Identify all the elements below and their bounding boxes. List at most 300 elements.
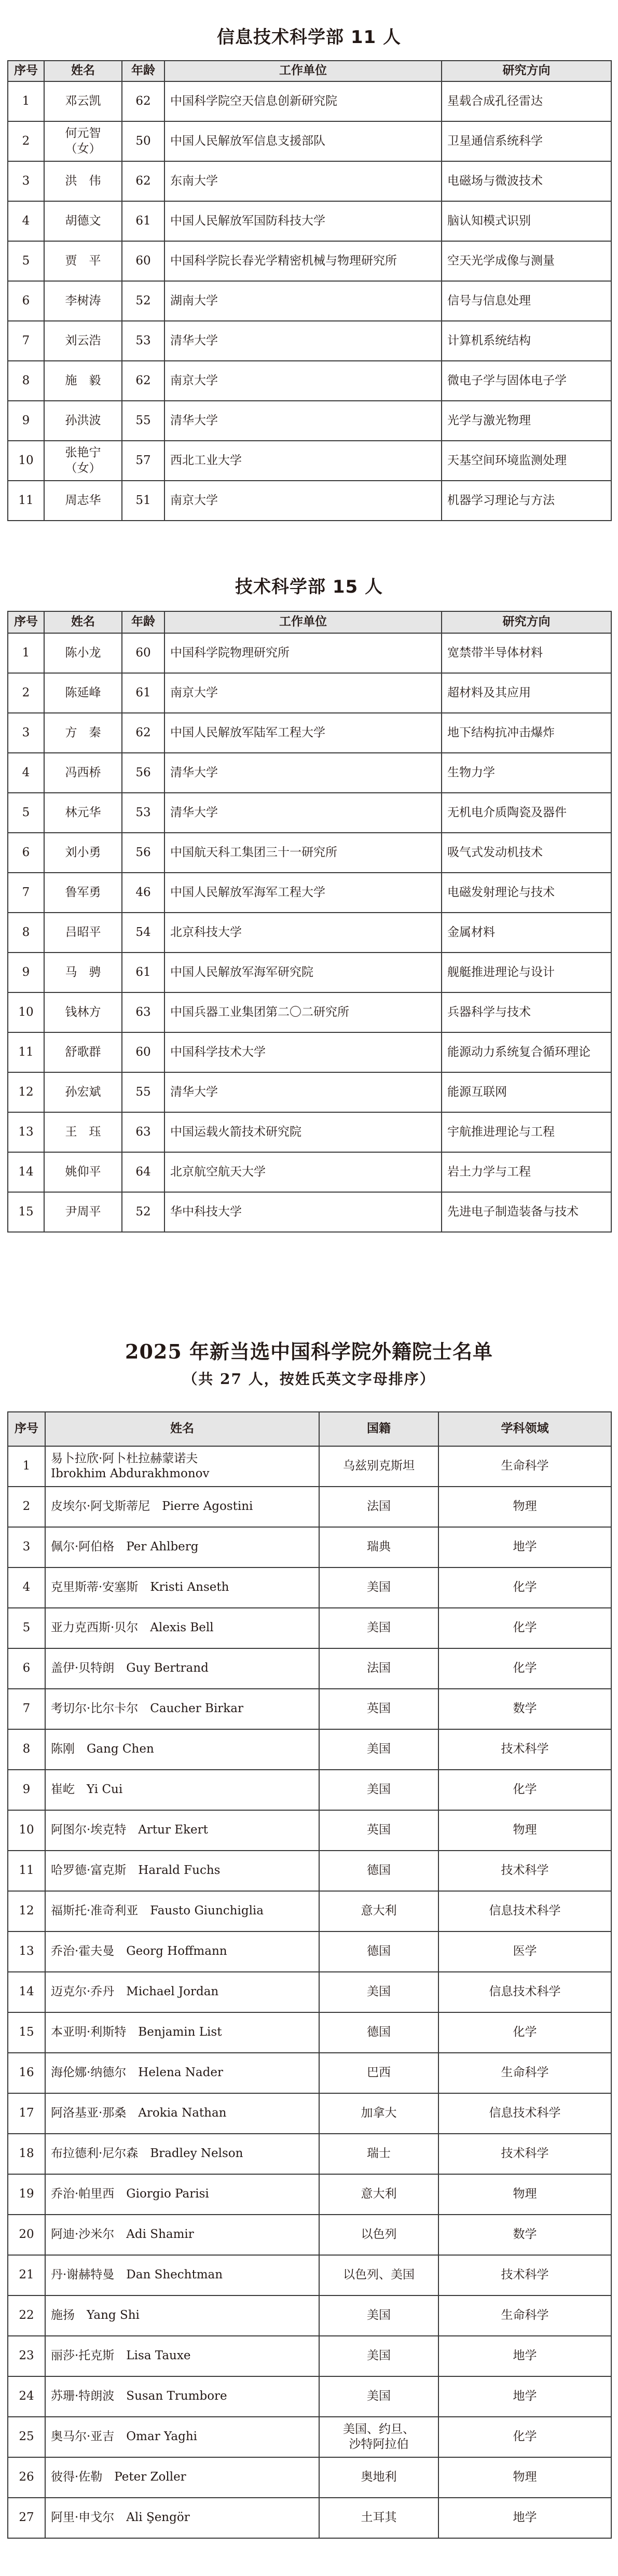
table-cell: 美国 <box>319 1972 438 2012</box>
table-cell: 中国人民解放军信息支援部队 <box>164 121 442 161</box>
table-row <box>8 201 611 241</box>
table-cell: 中国人民解放军国防科技大学 <box>164 201 442 241</box>
header-nationality: 国籍 <box>319 1412 438 1446</box>
table-cell: 鲁军勇 <box>44 873 122 913</box>
table-row <box>8 2417 611 2457</box>
table-cell: 皮埃尔·阿戈斯蒂尼 Pierre Agostini <box>45 1487 319 1527</box>
table-cell: 14 <box>8 1152 44 1192</box>
table-cell: 3 <box>8 713 44 753</box>
table-cell: 计算机系统结构 <box>442 321 611 361</box>
table-cell: 技术科学 <box>438 2134 611 2174</box>
table-cell: 24 <box>8 2376 45 2417</box>
table-cell: 刘云浩 <box>44 321 122 361</box>
table-row <box>8 633 611 673</box>
table-cell: 17 <box>8 2093 45 2134</box>
table-cell: 刘小勇 <box>44 833 122 873</box>
table-row <box>8 1972 611 2012</box>
table-cell: 哈罗德·富克斯 Harald Fuchs <box>45 1851 319 1891</box>
table-cell: 德国 <box>319 2012 438 2053</box>
table-cell: 超材料及其应用 <box>442 673 611 713</box>
table-cell: 生物力学 <box>442 753 611 793</box>
table-cell: 乌兹别克斯坦 <box>319 1446 438 1487</box>
table-cell: 无机电介质陶瓷及器件 <box>442 793 611 833</box>
table-row <box>8 2457 611 2498</box>
section-subtitle: （共 27 人，按姓氏英文字母排序） <box>183 1370 435 1388</box>
table-cell: 奥地利 <box>319 2457 438 2498</box>
table-cell: 7 <box>8 1689 45 1729</box>
table-cell: 北京科技大学 <box>164 913 442 953</box>
table-row <box>8 1192 611 1232</box>
table-cell: 丽莎·托克斯 Lisa Tauxe <box>45 2336 319 2376</box>
table-cell: 信号与信息处理 <box>442 281 611 321</box>
table-row <box>8 1152 611 1192</box>
foreign-table <box>7 1411 612 2539</box>
table-cell: 苏珊·特朗波 Susan Trumbore <box>45 2376 319 2417</box>
table-cell: 佩尔·阿伯格 Per Ahlberg <box>45 1527 319 1567</box>
table-cell: 方 秦 <box>44 713 122 753</box>
table-cell: 14 <box>8 1972 45 2012</box>
header-index: 序号 <box>8 611 44 633</box>
table-cell: 施扬 Yang Shi <box>45 2295 319 2336</box>
table-row <box>8 361 611 401</box>
table-cell: 胡德文 <box>44 201 122 241</box>
table-cell: 15 <box>8 2012 45 2053</box>
table-row <box>8 281 611 321</box>
table-row <box>8 481 611 521</box>
table-cell: 52 <box>122 281 164 321</box>
table-row <box>8 1032 611 1072</box>
header-age: 年龄 <box>122 61 164 81</box>
table-cell: 1 <box>8 81 44 121</box>
table-cell: 岩土力学与工程 <box>442 1152 611 1192</box>
table-cell: 8 <box>8 1729 45 1770</box>
table-cell: 卫星通信系统科学 <box>442 121 611 161</box>
table-cell: 清华大学 <box>164 401 442 441</box>
table-row <box>8 2255 611 2295</box>
table-cell: 3 <box>8 1527 45 1567</box>
table-cell: 邓云凯 <box>44 81 122 121</box>
table-cell: 15 <box>8 1192 44 1232</box>
table-cell: 意大利 <box>319 2174 438 2215</box>
table-cell: 英国 <box>319 1810 438 1851</box>
table-row <box>8 2295 611 2336</box>
table-cell: 乔治·帕里西 Giorgio Parisi <box>45 2174 319 2215</box>
table-cell: 宇航推进理论与工程 <box>442 1112 611 1152</box>
table-row <box>8 2174 611 2215</box>
table-cell: 意大利 <box>319 1891 438 1931</box>
table-cell: 电磁场与微波技术 <box>442 161 611 201</box>
section-title: 信息技术科学部 11 人 <box>217 27 401 48</box>
table-row <box>8 953 611 992</box>
table-body <box>8 633 611 1232</box>
header-name: 姓名 <box>44 611 122 633</box>
table-cell: 8 <box>8 361 44 401</box>
table-cell: 5 <box>8 1608 45 1648</box>
table-row <box>8 992 611 1032</box>
table-row <box>8 2336 611 2376</box>
table-cell: 生命科学 <box>438 2053 611 2093</box>
table-cell: 张艳宁 （女） <box>44 441 122 481</box>
table-row <box>8 1851 611 1891</box>
table-row <box>8 2134 611 2174</box>
table-cell: 空天光学成像与测量 <box>442 241 611 281</box>
table-cell: 25 <box>8 2417 45 2457</box>
table-row <box>8 441 611 481</box>
table-cell: 陈小龙 <box>44 633 122 673</box>
table-row <box>8 2093 611 2134</box>
table-cell: 瑞典 <box>319 1527 438 1567</box>
table-cell: 兵器科学与技术 <box>442 992 611 1032</box>
table-cell: 61 <box>122 953 164 992</box>
table-cell: 物理 <box>438 2457 611 2498</box>
table-cell: 中国人民解放军海军研究院 <box>164 953 442 992</box>
table-cell: 美国 <box>319 2295 438 2336</box>
table-cell: 62 <box>122 81 164 121</box>
table-cell: 中国航天科工集团三十一研究所 <box>164 833 442 873</box>
table-row <box>8 2053 611 2093</box>
table-cell: 湖南大学 <box>164 281 442 321</box>
table-cell: 6 <box>8 833 44 873</box>
table-cell: 物理 <box>438 1810 611 1851</box>
table-cell: 脑认知模式识别 <box>442 201 611 241</box>
table-cell: 尹周平 <box>44 1192 122 1232</box>
table-body <box>8 1446 611 2538</box>
table-cell: 1 <box>8 633 44 673</box>
table-cell: 医学 <box>438 1931 611 1972</box>
table-cell: 美国 <box>319 1567 438 1608</box>
table-cell: 60 <box>122 241 164 281</box>
table-cell: 18 <box>8 2134 45 2174</box>
table-cell: 李树涛 <box>44 281 122 321</box>
table-cell: 信息技术科学 <box>438 1891 611 1931</box>
table-cell: 舒歌群 <box>44 1032 122 1072</box>
table-cell: 洪 伟 <box>44 161 122 201</box>
table-cell: 化学 <box>438 2012 611 2053</box>
table-cell: 崔屹 Yi Cui <box>45 1770 319 1810</box>
table-cell: 考切尔·比尔卡尔 Caucher Birkar <box>45 1689 319 1729</box>
table-cell: 13 <box>8 1112 44 1152</box>
table-cell: 吸气式发动机技术 <box>442 833 611 873</box>
header-field: 学科领域 <box>438 1412 611 1446</box>
table-cell: 能源动力系统复合循环理论 <box>442 1032 611 1072</box>
table-cell: 本亚明·利斯特 Benjamin List <box>45 2012 319 2053</box>
table-row <box>8 321 611 361</box>
table-cell: 克里斯蒂·安塞斯 Kristi Anseth <box>45 1567 319 1608</box>
table-header-row <box>8 1412 611 1446</box>
table-cell: 4 <box>8 201 44 241</box>
table-cell: 62 <box>122 713 164 753</box>
table-cell: 奥马尔·亚吉 Omar Yaghi <box>45 2417 319 2457</box>
table-cell: 56 <box>122 753 164 793</box>
table-cell: 9 <box>8 401 44 441</box>
table-cell: 法国 <box>319 1487 438 1527</box>
table-cell: 美国 <box>319 2336 438 2376</box>
table-cell: 55 <box>122 1072 164 1112</box>
table-cell: 55 <box>122 401 164 441</box>
table-cell: 54 <box>122 913 164 953</box>
table-cell: 20 <box>8 2215 45 2255</box>
table-cell: 钱林方 <box>44 992 122 1032</box>
table-cell: 冯西桥 <box>44 753 122 793</box>
table-cell: 地学 <box>438 2336 611 2376</box>
table-cell: 生命科学 <box>438 2295 611 2336</box>
table-row <box>8 1112 611 1152</box>
table-cell: 周志华 <box>44 481 122 521</box>
table-cell: 德国 <box>319 1931 438 1972</box>
table-cell: 63 <box>122 992 164 1032</box>
table-cell: 易卜拉欣·阿卜杜拉赫蒙诺夫 Ibrokhim Abdurakhmonov <box>45 1446 319 1487</box>
table-cell: 中国科学院物理研究所 <box>164 633 442 673</box>
table-row <box>8 873 611 913</box>
table-cell: 52 <box>122 1192 164 1232</box>
table-header-row <box>8 61 611 81</box>
table-cell: 星载合成孔径雷达 <box>442 81 611 121</box>
table-header-row <box>8 611 611 633</box>
table-cell: 南京大学 <box>164 673 442 713</box>
table-cell: 布拉德利·尼尔森 Bradley Nelson <box>45 2134 319 2174</box>
table-cell: 盖伊·贝特朗 Guy Bertrand <box>45 1648 319 1689</box>
table-cell: 清华大学 <box>164 753 442 793</box>
table-cell: 孙宏斌 <box>44 1072 122 1112</box>
table-cell: 贾 平 <box>44 241 122 281</box>
table-cell: 先进电子制造装备与技术 <box>442 1192 611 1232</box>
table-cell: 吕昭平 <box>44 913 122 953</box>
table-cell: 地学 <box>438 2498 611 2538</box>
table-cell: 阿里·申戈尔 Ali Şengör <box>45 2498 319 2538</box>
table-cell: 清华大学 <box>164 321 442 361</box>
info-table <box>7 60 612 521</box>
header-research: 研究方向 <box>442 61 611 81</box>
table-cell: 舰艇推进理论与设计 <box>442 953 611 992</box>
table-cell: 56 <box>122 833 164 873</box>
table-row <box>8 241 611 281</box>
table-cell: 技术科学 <box>438 2255 611 2295</box>
table-cell: 19 <box>8 2174 45 2215</box>
table-cell: 数学 <box>438 1689 611 1729</box>
table-cell: 美国、约旦、 沙特阿拉伯 <box>319 2417 438 2457</box>
table-cell: 清华大学 <box>164 793 442 833</box>
table-cell: 1 <box>8 1446 45 1487</box>
table-row <box>8 1527 611 1567</box>
table-cell: 法国 <box>319 1648 438 1689</box>
table-cell: 地学 <box>438 2376 611 2417</box>
table-cell: 瑞士 <box>319 2134 438 2174</box>
header-workplace: 工作单位 <box>164 61 442 81</box>
table-cell: 21 <box>8 2255 45 2295</box>
table-cell: 王 珏 <box>44 1112 122 1152</box>
table-cell: 丹·谢赫特曼 Dan Shechtman <box>45 2255 319 2295</box>
table-row <box>8 1446 611 1487</box>
table-cell: 4 <box>8 753 44 793</box>
table-cell: 13 <box>8 1931 45 1972</box>
table-cell: 迈克尔·乔丹 Michael Jordan <box>45 1972 319 2012</box>
table-cell: 北京航空航天大学 <box>164 1152 442 1192</box>
header-index: 序号 <box>8 1412 45 1446</box>
table-cell: 11 <box>8 481 44 521</box>
table-cell: 乔治·霍夫曼 Georg Hoffmann <box>45 1931 319 1972</box>
table-cell: 7 <box>8 321 44 361</box>
table-cell: 物理 <box>438 2174 611 2215</box>
table-cell: 61 <box>122 201 164 241</box>
table-cell: 孙洪波 <box>44 401 122 441</box>
table-cell: 技术科学 <box>438 1851 611 1891</box>
table-cell: 加拿大 <box>319 2093 438 2134</box>
table-cell: 11 <box>8 1851 45 1891</box>
table-cell: 60 <box>122 633 164 673</box>
table-cell: 10 <box>8 992 44 1032</box>
table-row <box>8 1810 611 1851</box>
table-cell: 9 <box>8 1770 45 1810</box>
header-name: 姓名 <box>44 61 122 81</box>
section-title: 技术科学部 15 人 <box>235 577 383 597</box>
table-row <box>8 2498 611 2538</box>
table-cell: 陈延峰 <box>44 673 122 713</box>
table-cell: 以色列、美国 <box>319 2255 438 2295</box>
table-cell: 地学 <box>438 1527 611 1567</box>
table-cell: 英国 <box>319 1689 438 1729</box>
table-cell: 光学与激光物理 <box>442 401 611 441</box>
header-workplace: 工作单位 <box>164 611 442 633</box>
table-cell: 化学 <box>438 2417 611 2457</box>
table-cell: 何元智 （女） <box>44 121 122 161</box>
table-cell: 7 <box>8 873 44 913</box>
table-cell: 南京大学 <box>164 481 442 521</box>
table-cell: 中国科学技术大学 <box>164 1032 442 1072</box>
table-cell: 清华大学 <box>164 1072 442 1112</box>
table-row <box>8 161 611 201</box>
table-cell: 12 <box>8 1891 45 1931</box>
table-cell: 阿图尔·埃克特 Artur Ekert <box>45 1810 319 1851</box>
table-cell: 东南大学 <box>164 161 442 201</box>
table-row <box>8 1689 611 1729</box>
table-row <box>8 2376 611 2417</box>
table-cell: 10 <box>8 441 44 481</box>
table-row <box>8 121 611 161</box>
table-cell: 中国兵器工业集团第二〇二研究所 <box>164 992 442 1032</box>
table-cell: 61 <box>122 673 164 713</box>
table-cell: 阿迪·沙米尔 Adi Shamir <box>45 2215 319 2255</box>
table-cell: 22 <box>8 2295 45 2336</box>
table-cell: 中国人民解放军海军工程大学 <box>164 873 442 913</box>
table-row <box>8 713 611 753</box>
table-cell: 美国 <box>319 1770 438 1810</box>
table-cell: 53 <box>122 793 164 833</box>
table-cell: 27 <box>8 2498 45 2538</box>
table-cell: 微电子学与固体电子学 <box>442 361 611 401</box>
table-row <box>8 1567 611 1608</box>
table-cell: 62 <box>122 161 164 201</box>
table-row <box>8 913 611 953</box>
table-cell: 51 <box>122 481 164 521</box>
table-cell: 西北工业大学 <box>164 441 442 481</box>
table-row <box>8 401 611 441</box>
table-cell: 2 <box>8 673 44 713</box>
table-cell: 16 <box>8 2053 45 2093</box>
table-cell: 8 <box>8 913 44 953</box>
table-cell: 土耳其 <box>319 2498 438 2538</box>
table-cell: 生命科学 <box>438 1446 611 1487</box>
table-cell: 化学 <box>438 1648 611 1689</box>
table-cell: 南京大学 <box>164 361 442 401</box>
table-cell: 化学 <box>438 1608 611 1648</box>
table-cell: 中国运载火箭技术研究院 <box>164 1112 442 1152</box>
table-cell: 姚仰平 <box>44 1152 122 1192</box>
table-cell: 53 <box>122 321 164 361</box>
table-row <box>8 2012 611 2053</box>
table-cell: 德国 <box>319 1851 438 1891</box>
table-cell: 金属材料 <box>442 913 611 953</box>
table-row <box>8 673 611 713</box>
table-cell: 23 <box>8 2336 45 2376</box>
table-cell: 施 毅 <box>44 361 122 401</box>
table-cell: 64 <box>122 1152 164 1192</box>
table-cell: 中国科学院空天信息创新研究院 <box>164 81 442 121</box>
table-cell: 电磁发射理论与技术 <box>442 873 611 913</box>
table-cell: 亚力克西斯·贝尔 Alexis Bell <box>45 1608 319 1648</box>
table-cell: 陈刚 Gang Chen <box>45 1729 319 1770</box>
table-cell: 物理 <box>438 1487 611 1527</box>
table-cell: 50 <box>122 121 164 161</box>
table-cell: 能源互联网 <box>442 1072 611 1112</box>
table-cell: 5 <box>8 241 44 281</box>
table-cell: 美国 <box>319 1729 438 1770</box>
table-row <box>8 1891 611 1931</box>
table-cell: 机器学习理论与方法 <box>442 481 611 521</box>
table-cell: 2 <box>8 121 44 161</box>
table-cell: 62 <box>122 361 164 401</box>
table-row <box>8 1770 611 1810</box>
table-cell: 信息技术科学 <box>438 2093 611 2134</box>
table-cell: 26 <box>8 2457 45 2498</box>
header-research: 研究方向 <box>442 611 611 633</box>
header-age: 年龄 <box>122 611 164 633</box>
table-cell: 11 <box>8 1032 44 1072</box>
table-row <box>8 753 611 793</box>
table-cell: 2 <box>8 1487 45 1527</box>
table-cell: 6 <box>8 1648 45 1689</box>
header-name: 姓名 <box>45 1412 319 1446</box>
header-index: 序号 <box>8 61 44 81</box>
table-cell: 天基空间环境监测处理 <box>442 441 611 481</box>
table-row <box>8 793 611 833</box>
table-cell: 地下结构抗冲击爆炸 <box>442 713 611 753</box>
table-row <box>8 81 611 121</box>
table-row <box>8 1648 611 1689</box>
table-cell: 化学 <box>438 1770 611 1810</box>
table-cell: 美国 <box>319 1608 438 1648</box>
table-cell: 福斯托·准奇利亚 Fausto Giunchiglia <box>45 1891 319 1931</box>
table-row <box>8 1931 611 1972</box>
table-cell: 技术科学 <box>438 1729 611 1770</box>
table-cell: 5 <box>8 793 44 833</box>
table-cell: 60 <box>122 1032 164 1072</box>
table-body <box>8 81 611 521</box>
table-cell: 63 <box>122 1112 164 1152</box>
tech-table <box>7 611 612 1233</box>
table-cell: 巴西 <box>319 2053 438 2093</box>
table-cell: 46 <box>122 873 164 913</box>
table-cell: 57 <box>122 441 164 481</box>
table-cell: 10 <box>8 1810 45 1851</box>
table-cell: 林元华 <box>44 793 122 833</box>
table-cell: 以色列 <box>319 2215 438 2255</box>
table-row <box>8 1487 611 1527</box>
table-cell: 信息技术科学 <box>438 1972 611 2012</box>
section-title: 2025 年新当选中国科学院外籍院士名单 <box>125 1340 493 1363</box>
table-cell: 阿洛基亚·那桑 Arokia Nathan <box>45 2093 319 2134</box>
table-row <box>8 1608 611 1648</box>
table-cell: 6 <box>8 281 44 321</box>
